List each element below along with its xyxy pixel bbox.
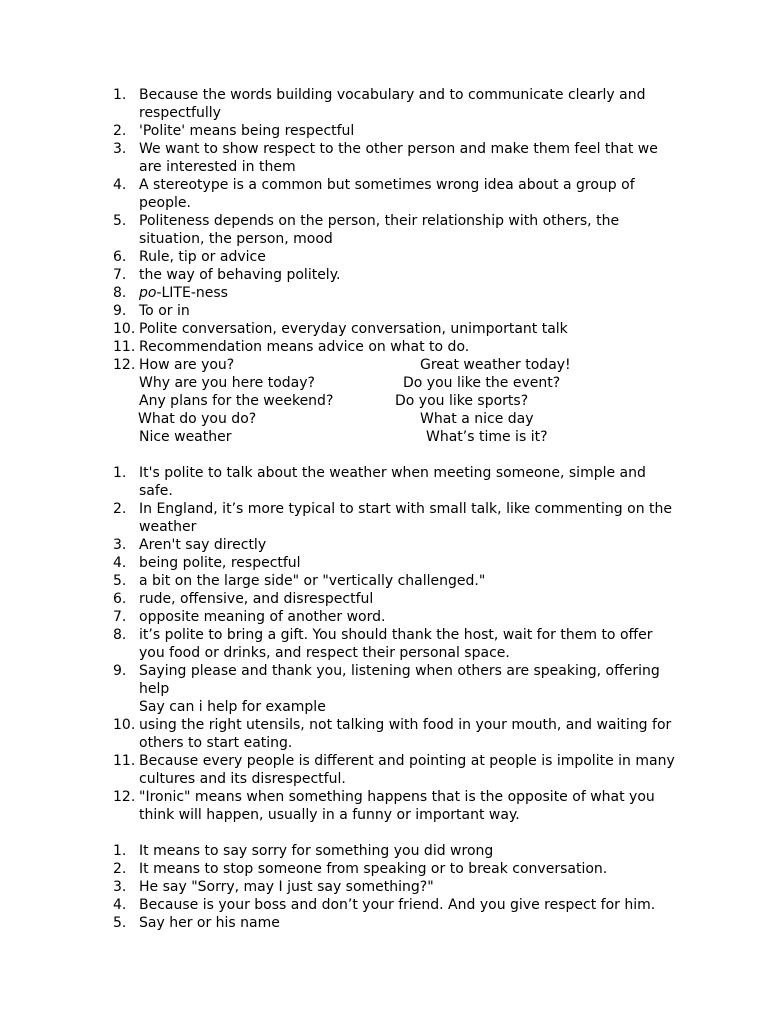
item-number: 7. bbox=[113, 267, 127, 283]
list-item bbox=[0, 572, 768, 590]
item-number: 5. bbox=[113, 213, 127, 229]
list-item bbox=[0, 896, 768, 914]
item-text: being polite, respectful bbox=[139, 555, 301, 571]
list-item bbox=[0, 662, 768, 716]
item-number: 1. bbox=[113, 465, 127, 481]
item-text: To or in bbox=[139, 303, 190, 319]
item-text: Because the words building vocabulary and to communicate clearly and respectfully bbox=[139, 87, 646, 121]
item-text: Rule, tip or advice bbox=[139, 249, 266, 265]
item-text: it’s polite to bring a gift. You should thank the host, wait for them to offer you food or drinks, and respect their personal space. bbox=[139, 627, 653, 661]
list-item bbox=[0, 878, 768, 896]
example-right: Do you like the event? bbox=[403, 375, 561, 391]
item-number: 6. bbox=[113, 591, 127, 607]
item-text: Because is your boss and don’t your friend. And you give respect for him. bbox=[139, 897, 656, 913]
item-number: 9. bbox=[113, 303, 127, 319]
item-number: 1. bbox=[113, 87, 127, 103]
example-right: Great weather today! bbox=[420, 357, 571, 373]
item-text: "Ironic" means when something happens that is the opposite of what you think will happen, usually in a funny or important way. bbox=[139, 789, 655, 823]
list-item bbox=[0, 338, 768, 356]
item-number: 5. bbox=[113, 573, 127, 589]
item-text: Polite conversation, everyday conversation, unimportant talk bbox=[139, 321, 568, 337]
list-item bbox=[0, 284, 768, 302]
item-text: Aren't say directly bbox=[139, 537, 267, 553]
list-item bbox=[0, 788, 768, 824]
item-number: 11. bbox=[113, 753, 136, 769]
list-item bbox=[0, 500, 768, 536]
item-subtext: Say can i help for example bbox=[139, 699, 326, 715]
list-item bbox=[0, 752, 768, 788]
item-number: 5. bbox=[113, 915, 127, 931]
item-text: He say "Sorry, may I just say something?" bbox=[139, 879, 434, 895]
list-item bbox=[0, 320, 768, 338]
item-number: 10. bbox=[113, 321, 136, 337]
item-text: using the right utensils, not talking with food in your mouth, and waiting for others to start eating. bbox=[139, 717, 672, 751]
example-left: How are you? bbox=[139, 357, 235, 373]
item-number: 3. bbox=[113, 537, 127, 553]
example-row bbox=[0, 356, 768, 374]
item-number: 12. bbox=[113, 789, 136, 805]
list-item bbox=[0, 122, 768, 140]
item-text: A stereotype is a common but sometimes wrong idea about a group of people. bbox=[139, 177, 635, 211]
example-row bbox=[0, 410, 768, 428]
item-text: 'Polite' means being respectful bbox=[139, 123, 355, 139]
item-number: 11. bbox=[113, 339, 136, 355]
answer-list-2 bbox=[0, 464, 768, 824]
list-item bbox=[0, 842, 768, 860]
list-item bbox=[0, 86, 768, 122]
list-item bbox=[0, 608, 768, 626]
item-number: 7. bbox=[113, 609, 127, 625]
example-right: What’s time is it? bbox=[426, 429, 548, 445]
item-text: In England, it’s more typical to start with small talk, like commenting on the weather bbox=[139, 501, 672, 535]
item-text: It means to stop someone from speaking or to break conversation. bbox=[139, 861, 608, 877]
list-item bbox=[0, 554, 768, 572]
list-item bbox=[0, 248, 768, 266]
item-number: 4. bbox=[113, 177, 127, 193]
example-right: What a nice day bbox=[420, 411, 534, 427]
example-left: Nice weather bbox=[139, 429, 232, 445]
list-item bbox=[0, 302, 768, 320]
answer-list-3 bbox=[0, 842, 768, 932]
item-text: a bit on the large side" or "vertically challenged." bbox=[139, 573, 486, 589]
item-text: Politeness depends on the person, their relationship with others, the situation, the person, mood bbox=[139, 213, 620, 247]
item-number: 3. bbox=[113, 141, 127, 157]
item-number: 4. bbox=[113, 897, 127, 913]
example-row bbox=[0, 428, 768, 446]
item-number: 4. bbox=[113, 555, 127, 571]
example-row bbox=[0, 374, 768, 392]
example-row bbox=[0, 392, 768, 410]
item-text: We want to show respect to the other person and make them feel that we are interested in them bbox=[139, 141, 658, 175]
item-text: It's polite to talk about the weather when meeting someone, simple and safe. bbox=[139, 465, 646, 499]
example-left: Any plans for the weekend? bbox=[139, 393, 334, 409]
item-number: 6. bbox=[113, 249, 127, 265]
list-item bbox=[0, 716, 768, 752]
italic-text: po bbox=[139, 285, 157, 301]
item-number: 3. bbox=[113, 879, 127, 895]
example-left: What do you do? bbox=[138, 411, 257, 427]
example-right: Do you like sports? bbox=[395, 393, 529, 409]
answer-list-1 bbox=[0, 86, 768, 446]
item-text: Recommendation means advice on what to do. bbox=[139, 339, 470, 355]
item-text: opposite meaning of another word. bbox=[139, 609, 386, 625]
item-text: Because every people is different and pointing at people is impolite in many cultures and its disrespectful. bbox=[139, 753, 675, 787]
item-text: rude, offensive, and disrespectful bbox=[139, 591, 374, 607]
item-number: 2. bbox=[113, 123, 127, 139]
item-number: 2. bbox=[113, 861, 127, 877]
list-item bbox=[0, 140, 768, 176]
list-item bbox=[0, 266, 768, 284]
list-item bbox=[0, 464, 768, 500]
list-item-examples bbox=[0, 356, 768, 446]
example-left: Why are you here today? bbox=[139, 375, 315, 391]
item-text: Saying please and thank you, listening when others are speaking, offering help bbox=[139, 663, 660, 697]
item-text: Say her or his name bbox=[139, 915, 280, 931]
item-text: the way of behaving politely. bbox=[139, 267, 341, 283]
item-number: 1. bbox=[113, 843, 127, 859]
item-number: 8. bbox=[113, 627, 127, 643]
item-number: 2. bbox=[113, 501, 127, 517]
list-item bbox=[0, 590, 768, 608]
item-number: 8. bbox=[113, 285, 127, 301]
list-item bbox=[0, 860, 768, 878]
list-item bbox=[0, 626, 768, 662]
list-item bbox=[0, 914, 768, 932]
item-text bbox=[139, 284, 679, 302]
item-number: 12. bbox=[113, 357, 136, 373]
list-item bbox=[0, 212, 768, 248]
list-item bbox=[0, 536, 768, 554]
list-item bbox=[0, 176, 768, 212]
plain-text: -LITE-ness bbox=[156, 285, 228, 301]
item-number: 9. bbox=[113, 663, 127, 679]
item-text: It means to say sorry for something you did wrong bbox=[139, 843, 494, 859]
item-number: 10. bbox=[113, 717, 136, 733]
